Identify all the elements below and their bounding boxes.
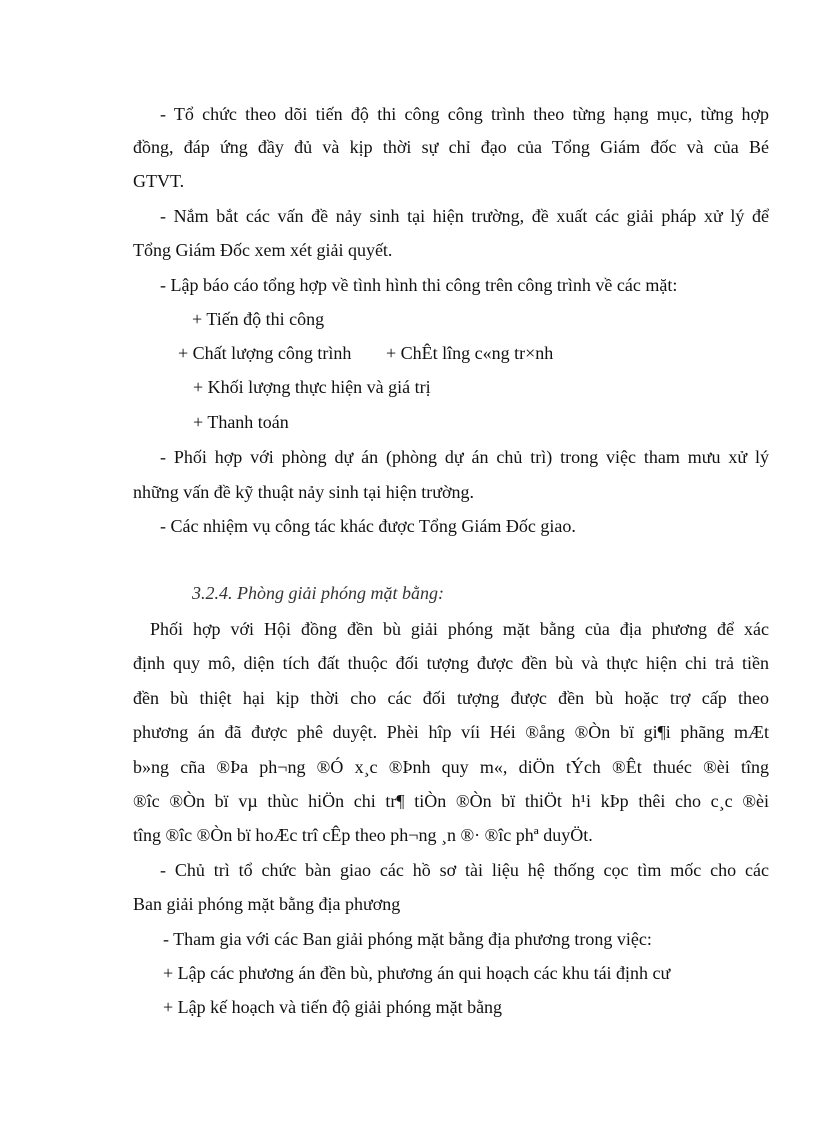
text-line: + Lập các phương án đền bù, phương án qui hoạch các khu tái định cư: [163, 963, 671, 983]
section-heading: 3.2.4. Phòng giải phóng mặt bằng:: [192, 583, 444, 603]
text-line: + Chất lượng công trình: [178, 343, 352, 363]
text-line: - Tham gia với các Ban giải phóng mặt bằng địa phương trong việc:: [163, 929, 652, 949]
text-line: Ban giải phóng mặt bằng địa phương: [133, 894, 401, 914]
text-line: + Khối lượng thực hiện và giá trị: [193, 377, 431, 397]
text-line: - Chủ trì tổ chức bàn giao các hồ sơ tài liệu hệ thống cọc tìm mốc cho các: [160, 860, 769, 880]
text-line: b»ng cña ®Þa ph¬ng ®Ó x¸c ®Þnh quy m«, diÖn tÝch ®Êt thuéc ®èi tîng: [133, 757, 769, 777]
text-line: - Nắm bắt các vấn đề nảy sinh tại hiện trường, đề xuất các giải pháp xử lý để: [160, 206, 769, 226]
text-line: đồng, đáp ứng đầy đủ và kịp thời sự chỉ đạo của Tổng Giám đốc và của Bé: [133, 137, 769, 157]
text-line: ®îc ®Òn bï vµ thùc hiÖn chi tr¶ tiÒn ®Òn bï thiÖt h¹i kÞp thêi cho c¸c ®èi: [133, 791, 769, 811]
text-line: - Phối hợp với phòng dự án (phòng dự án chủ trì) trong việc tham mưu xử lý: [160, 447, 769, 467]
text-line: những vấn đề kỹ thuật nảy sinh tại hiện trường.: [133, 482, 474, 502]
text-line: phương án đã được phê duyệt. Phèi hîp víi Héi ®ång ®Òn bï gi¶i phãng mÆt: [133, 722, 769, 742]
text-line: - Lập báo cáo tổng hợp về tình hình thi công trên công trình về các mặt:: [160, 275, 678, 295]
text-line: đền bù thiệt hại kịp thời cho các đối tượng được đền bù hoặc trợ cấp theo: [133, 688, 769, 708]
text-line: + ChÊt lîng c«ng tr×nh: [386, 343, 554, 363]
text-line: tîng ®îc ®Òn bï hoÆc trî cÊp theo ph¬ng ¸n ®· ®îc phª duyÖt.: [133, 825, 593, 845]
text-line: GTVT.: [133, 171, 185, 191]
text-line: Phối hợp với Hội đồng đền bù giải phóng mặt bằng của địa phương để xác: [150, 619, 769, 639]
text-line: Tổng Giám Đốc xem xét giải quyết.: [133, 240, 393, 260]
text-line: - Các nhiệm vụ công tác khác được Tổng Giám Đốc giao.: [160, 516, 576, 536]
text-line: + Tiến độ thi công: [192, 309, 325, 329]
text-line: - Tổ chức theo dõi tiến độ thi công công trình theo từng hạng mục, từng hợp: [160, 104, 769, 124]
text-line: + Thanh toán: [193, 412, 289, 432]
text-line: + Lập kế hoạch và tiến độ giải phóng mặt bằng: [163, 997, 503, 1017]
text-line: định quy mô, diện tích đất thuộc đối tượng được đền bù và thực hiện chi trả tiền: [133, 653, 769, 673]
